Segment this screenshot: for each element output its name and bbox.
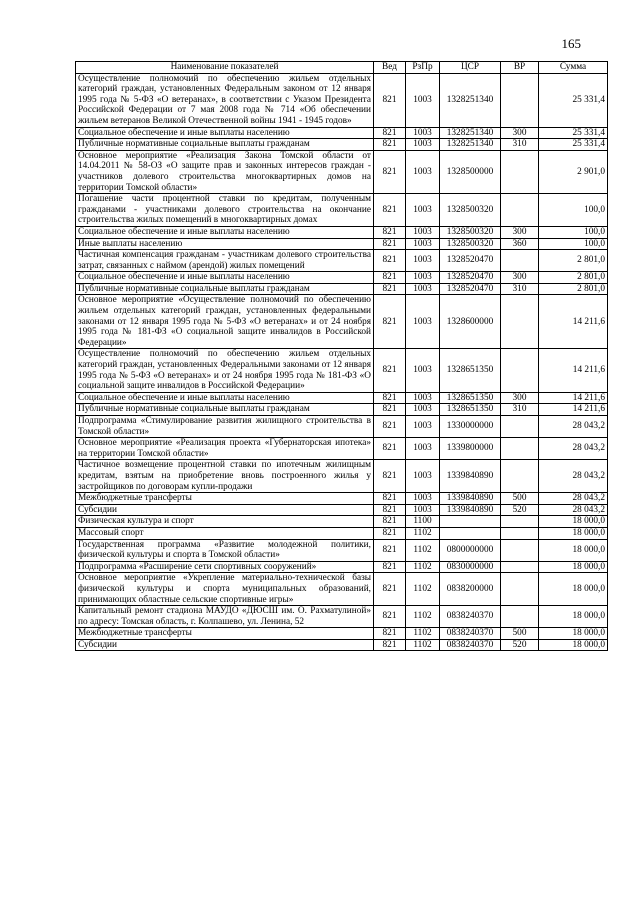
table-row <box>76 226 608 238</box>
cell-sum: 18 000,0 <box>539 606 608 628</box>
cell-sum: 100,0 <box>539 194 608 227</box>
cell-sum: 2 801,0 <box>539 283 608 295</box>
cell-ved: 821 <box>374 150 406 193</box>
cell-rzpr: 1102 <box>406 606 440 628</box>
cell-rzpr: 1003 <box>406 283 440 295</box>
cell-name: Массовый спорт <box>76 527 374 539</box>
cell-rzpr: 1003 <box>406 150 440 193</box>
table-row <box>76 150 608 193</box>
cell-csr: 1328500000 <box>440 150 501 193</box>
cell-rzpr: 1102 <box>406 573 440 606</box>
cell-csr: 1328500320 <box>440 238 501 250</box>
cell-vr <box>501 250 539 272</box>
cell-name: Социальное обеспечение и иные выплаты населению <box>76 226 374 238</box>
cell-csr: 1339840890 <box>440 460 501 493</box>
cell-sum: 18 000,0 <box>539 527 608 539</box>
cell-rzpr: 1003 <box>406 194 440 227</box>
table-row <box>76 639 608 651</box>
cell-name: Подпрограмма «Стимулирование развития жилищного строительства в Томской области» <box>76 416 374 438</box>
cell-ved: 821 <box>374 283 406 295</box>
cell-ved: 821 <box>374 527 406 539</box>
cell-rzpr: 1003 <box>406 392 440 404</box>
cell-sum: 28 043,2 <box>539 438 608 460</box>
table-row <box>76 438 608 460</box>
cell-csr: 1328520470 <box>440 272 501 284</box>
cell-vr <box>501 349 539 392</box>
cell-sum: 28 043,2 <box>539 504 608 516</box>
cell-rzpr: 1100 <box>406 516 440 528</box>
cell-ved: 821 <box>374 349 406 392</box>
table-row <box>76 628 608 640</box>
budget-table <box>75 61 608 651</box>
cell-csr: 0838240370 <box>440 628 501 640</box>
cell-rzpr: 1003 <box>406 349 440 392</box>
cell-name: Частичная компенсация гражданам - участникам долевого строительства затрат, связанных с наймом (арендой) жилых помещений <box>76 250 374 272</box>
cell-sum: 25 331,4 <box>539 127 608 139</box>
cell-csr: 0830000000 <box>440 561 501 573</box>
cell-vr: 360 <box>501 238 539 250</box>
table-body <box>76 73 608 651</box>
cell-sum: 28 043,2 <box>539 416 608 438</box>
cell-vr: 520 <box>501 639 539 651</box>
cell-vr <box>501 606 539 628</box>
cell-rzpr: 1102 <box>406 561 440 573</box>
cell-csr: 1328520470 <box>440 250 501 272</box>
cell-csr: 0838240370 <box>440 606 501 628</box>
cell-ved: 821 <box>374 238 406 250</box>
cell-vr <box>501 573 539 606</box>
cell-csr <box>440 516 501 528</box>
cell-sum: 2 901,0 <box>539 150 608 193</box>
table-row <box>76 539 608 561</box>
cell-vr <box>501 438 539 460</box>
cell-name: Погашение части процентной ставки по кредитам, полученным гражданами - участниками долевого строительства на окончание строительства жилых помещений в многоквартирных домах <box>76 194 374 227</box>
cell-name: Публичные нормативные социальные выплаты гражданам <box>76 404 374 416</box>
cell-csr: 1328520470 <box>440 283 501 295</box>
cell-csr: 0838240370 <box>440 639 501 651</box>
cell-name: Осуществление полномочий по обеспечению жильем отдельных категорий граждан, установленных Федеральными законами от 12 января 1995 года № 5-ФЗ «О ветеранах» и от 24 ноября 1995 года № 181-ФЗ «О социальной защите инвалидов в Российской Федерации» <box>76 349 374 392</box>
cell-csr: 1328251340 <box>440 127 501 139</box>
cell-rzpr: 1003 <box>406 404 440 416</box>
cell-rzpr: 1003 <box>406 250 440 272</box>
table-header-row <box>76 62 608 74</box>
cell-vr: 300 <box>501 392 539 404</box>
cell-rzpr: 1003 <box>406 139 440 151</box>
cell-csr: 1328600000 <box>440 295 501 349</box>
cell-rzpr: 1003 <box>406 493 440 505</box>
table-row <box>76 416 608 438</box>
cell-ved: 821 <box>374 561 406 573</box>
cell-name: Публичные нормативные социальные выплаты гражданам <box>76 139 374 151</box>
cell-ved: 821 <box>374 504 406 516</box>
cell-sum: 14 211,6 <box>539 349 608 392</box>
cell-name: Субсидии <box>76 504 374 516</box>
cell-vr <box>501 516 539 528</box>
cell-sum: 25 331,4 <box>539 139 608 151</box>
cell-name: Осуществление полномочий по обеспечению жильем отдельных категорий граждан, установленных Федеральным законом от 12 января 1995 года № 5-ФЗ «О ветеранах», в соответствии с Указом Президента Российской Федерации от 7 мая 2008 года № 714 «Об обеспечении жильем ветеранов Великой Отечественной войны 1941 - 1945 годов» <box>76 73 374 127</box>
header-name: Наименование показателей <box>76 62 374 74</box>
cell-vr: 500 <box>501 493 539 505</box>
table-row <box>76 606 608 628</box>
table-row <box>76 349 608 392</box>
cell-name: Основное мероприятие «Реализация Закона Томской области от 14.04.2011 № 58-ОЗ «О защите прав и законных интересов граждан - участников долевого строительства многоквартирных домов на территории Томской области» <box>76 150 374 193</box>
cell-name: Государственная программа «Развитие молодежной политики, физической культуры и спорта в Томской области» <box>76 539 374 561</box>
cell-vr <box>501 150 539 193</box>
cell-name: Основное мероприятие «Реализация проекта «Губернаторская ипотека» на территории Томской области» <box>76 438 374 460</box>
cell-csr: 0838200000 <box>440 573 501 606</box>
cell-sum: 18 000,0 <box>539 516 608 528</box>
cell-vr <box>501 295 539 349</box>
cell-vr: 300 <box>501 127 539 139</box>
cell-sum: 14 211,6 <box>539 404 608 416</box>
cell-csr: 1328251340 <box>440 139 501 151</box>
cell-name: Социальное обеспечение и иные выплаты населению <box>76 392 374 404</box>
table-row <box>76 127 608 139</box>
table-row <box>76 527 608 539</box>
cell-rzpr: 1003 <box>406 127 440 139</box>
cell-csr: 1328651350 <box>440 404 501 416</box>
cell-vr: 500 <box>501 628 539 640</box>
cell-sum: 18 000,0 <box>539 561 608 573</box>
cell-vr <box>501 194 539 227</box>
cell-ved: 821 <box>374 127 406 139</box>
cell-csr: 1330000000 <box>440 416 501 438</box>
cell-ved: 821 <box>374 639 406 651</box>
cell-ved: 821 <box>374 392 406 404</box>
table-row <box>76 493 608 505</box>
cell-ved: 821 <box>374 493 406 505</box>
cell-csr <box>440 527 501 539</box>
cell-sum: 14 211,6 <box>539 392 608 404</box>
cell-name: Основное мероприятие «Осуществление полномочий по обеспечению жильем отдельных категорий граждан, установленных федеральными законами от 12 января 1995 года № 5-ФЗ «О ветеранах» и от 24 ноября 1995 года № 181-ФЗ «О социальной защите инвалидов в Российской Федерации» <box>76 295 374 349</box>
cell-vr: 300 <box>501 226 539 238</box>
table-row <box>76 283 608 295</box>
cell-vr: 520 <box>501 504 539 516</box>
cell-rzpr: 1003 <box>406 226 440 238</box>
cell-rzpr: 1003 <box>406 504 440 516</box>
cell-sum: 18 000,0 <box>539 573 608 606</box>
cell-name: Иные выплаты населению <box>76 238 374 250</box>
cell-sum: 100,0 <box>539 238 608 250</box>
cell-ved: 821 <box>374 628 406 640</box>
cell-vr <box>501 460 539 493</box>
table-row <box>76 73 608 127</box>
cell-name: Частичное возмещение процентной ставки по ипотечным жилищным кредитам, взятым на приобретение вновь построенного жилья у застройщиков по договорам купли-продажи <box>76 460 374 493</box>
cell-ved: 821 <box>374 73 406 127</box>
cell-sum: 100,0 <box>539 226 608 238</box>
cell-sum: 2 801,0 <box>539 272 608 284</box>
cell-ved: 821 <box>374 416 406 438</box>
cell-sum: 28 043,2 <box>539 460 608 493</box>
table-row <box>76 194 608 227</box>
cell-csr: 1328500320 <box>440 226 501 238</box>
cell-csr: 1328500320 <box>440 194 501 227</box>
table-row <box>76 573 608 606</box>
cell-ved: 821 <box>374 438 406 460</box>
table-row <box>76 139 608 151</box>
header-sum: Сумма <box>539 62 608 74</box>
cell-ved: 821 <box>374 539 406 561</box>
cell-vr <box>501 561 539 573</box>
cell-csr: 1328651350 <box>440 392 501 404</box>
header-vr: ВР <box>501 62 539 74</box>
table-row <box>76 460 608 493</box>
cell-vr: 310 <box>501 283 539 295</box>
cell-ved: 821 <box>374 194 406 227</box>
header-ved: Вед <box>374 62 406 74</box>
cell-sum: 25 331,4 <box>539 73 608 127</box>
cell-rzpr: 1102 <box>406 527 440 539</box>
cell-ved: 821 <box>374 139 406 151</box>
cell-rzpr: 1102 <box>406 539 440 561</box>
cell-ved: 821 <box>374 460 406 493</box>
cell-rzpr: 1003 <box>406 416 440 438</box>
table-row <box>76 392 608 404</box>
cell-rzpr: 1102 <box>406 639 440 651</box>
cell-vr: 300 <box>501 272 539 284</box>
cell-vr <box>501 527 539 539</box>
cell-rzpr: 1003 <box>406 460 440 493</box>
cell-csr: 1339800000 <box>440 438 501 460</box>
cell-vr <box>501 73 539 127</box>
header-rzpr: РзПр <box>406 62 440 74</box>
cell-sum: 2 801,0 <box>539 250 608 272</box>
cell-name: Субсидии <box>76 639 374 651</box>
cell-ved: 821 <box>374 573 406 606</box>
cell-csr: 1339840890 <box>440 504 501 516</box>
cell-name: Основное мероприятие «Укрепление материально-технической базы физической культуры и спорта муниципальных образований, принимающих областные сельские спортивные игры» <box>76 573 374 606</box>
table-row <box>76 516 608 528</box>
cell-sum: 18 000,0 <box>539 539 608 561</box>
header-csr: ЦСР <box>440 62 501 74</box>
cell-ved: 821 <box>374 226 406 238</box>
table-row <box>76 504 608 516</box>
table-row <box>76 250 608 272</box>
cell-rzpr: 1003 <box>406 238 440 250</box>
cell-name: Подпрограмма «Расширение сети спортивных сооружений» <box>76 561 374 573</box>
cell-rzpr: 1003 <box>406 295 440 349</box>
cell-name: Капитальный ремонт стадиона МАУДО «ДЮСШ им. О. Рахматулиной» по адресу: Томская область, г. Колпашево, ул. Ленина, 52 <box>76 606 374 628</box>
cell-vr <box>501 416 539 438</box>
cell-ved: 821 <box>374 404 406 416</box>
cell-sum: 18 000,0 <box>539 628 608 640</box>
cell-vr: 310 <box>501 404 539 416</box>
cell-ved: 821 <box>374 272 406 284</box>
cell-csr: 0800000000 <box>440 539 501 561</box>
cell-ved: 821 <box>374 606 406 628</box>
cell-sum: 14 211,6 <box>539 295 608 349</box>
table-row <box>76 295 608 349</box>
cell-ved: 821 <box>374 516 406 528</box>
cell-sum: 18 000,0 <box>539 639 608 651</box>
cell-csr: 1339840890 <box>440 493 501 505</box>
cell-name: Межбюджетные трансферты <box>76 628 374 640</box>
cell-rzpr: 1003 <box>406 272 440 284</box>
cell-name: Физическая культура и спорт <box>76 516 374 528</box>
cell-rzpr: 1003 <box>406 73 440 127</box>
table-row <box>76 561 608 573</box>
cell-csr: 1328651350 <box>440 349 501 392</box>
table-row <box>76 404 608 416</box>
cell-rzpr: 1003 <box>406 438 440 460</box>
page-number: 165 <box>561 36 581 51</box>
cell-vr <box>501 539 539 561</box>
cell-csr: 1328251340 <box>440 73 501 127</box>
cell-sum: 28 043,2 <box>539 493 608 505</box>
cell-rzpr: 1102 <box>406 628 440 640</box>
cell-name: Социальное обеспечение и иные выплаты населению <box>76 127 374 139</box>
table-row <box>76 238 608 250</box>
cell-name: Межбюджетные трансферты <box>76 493 374 505</box>
cell-ved: 821 <box>374 250 406 272</box>
cell-name: Публичные нормативные социальные выплаты гражданам <box>76 283 374 295</box>
cell-vr: 310 <box>501 139 539 151</box>
cell-name: Социальное обеспечение и иные выплаты населению <box>76 272 374 284</box>
cell-ved: 821 <box>374 295 406 349</box>
table-row <box>76 272 608 284</box>
